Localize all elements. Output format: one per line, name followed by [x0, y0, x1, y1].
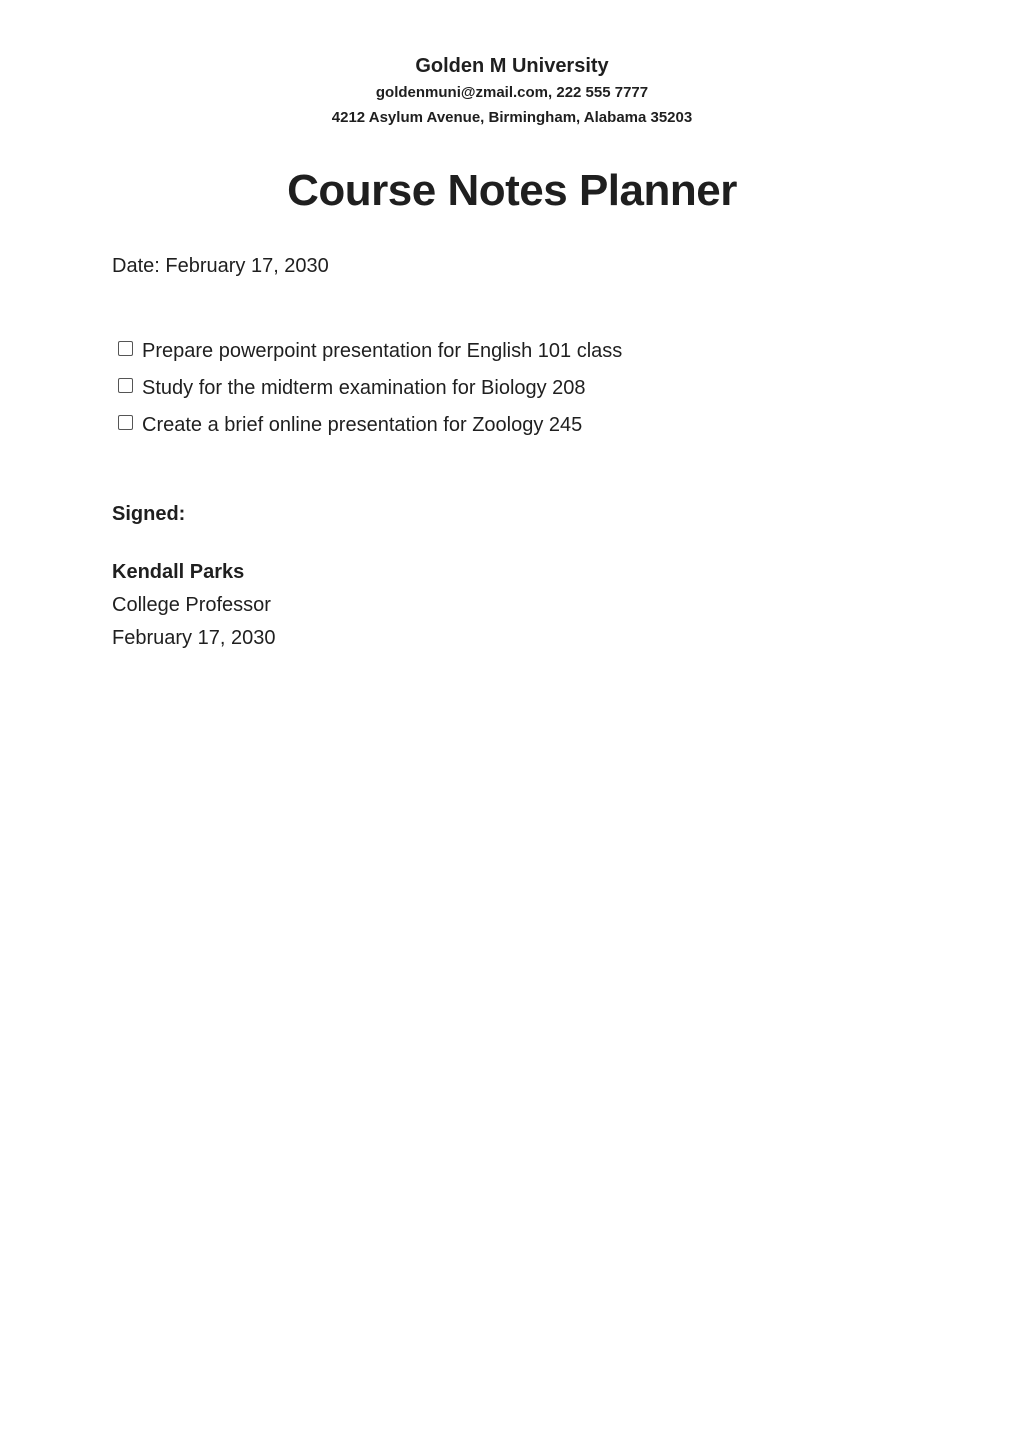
signature-date: February 17, 2030 — [112, 627, 276, 649]
signer-role: College Professor — [112, 594, 271, 616]
task-item — [112, 336, 622, 373]
signature-block — [112, 558, 275, 657]
letterhead — [0, 52, 1024, 130]
task-checklist — [112, 336, 622, 447]
task-checkbox[interactable] — [118, 415, 133, 430]
document-title: Course Notes Planner — [287, 166, 737, 215]
task-label: Study for the midterm examination for Biology 208 — [142, 377, 586, 399]
task-item — [112, 373, 622, 410]
task-label: Create a brief online presentation for Zoology 245 — [142, 414, 583, 436]
organization-address: 4212 Asylum Avenue, Birmingham, Alabama 35203 — [331, 109, 693, 126]
task-label: Prepare powerpoint presentation for English 101 class — [142, 340, 623, 362]
organization-contact: goldenmuni@zmail.com, 222 555 7777 — [375, 84, 649, 101]
signed-label: Signed: — [112, 503, 186, 525]
task-checkbox[interactable] — [118, 378, 133, 393]
task-item — [112, 410, 622, 447]
task-checkbox[interactable] — [118, 341, 133, 356]
organization-name: Golden M University — [415, 55, 609, 77]
document-date: Date: February 17, 2030 — [112, 255, 329, 277]
signer-name: Kendall Parks — [112, 561, 245, 583]
